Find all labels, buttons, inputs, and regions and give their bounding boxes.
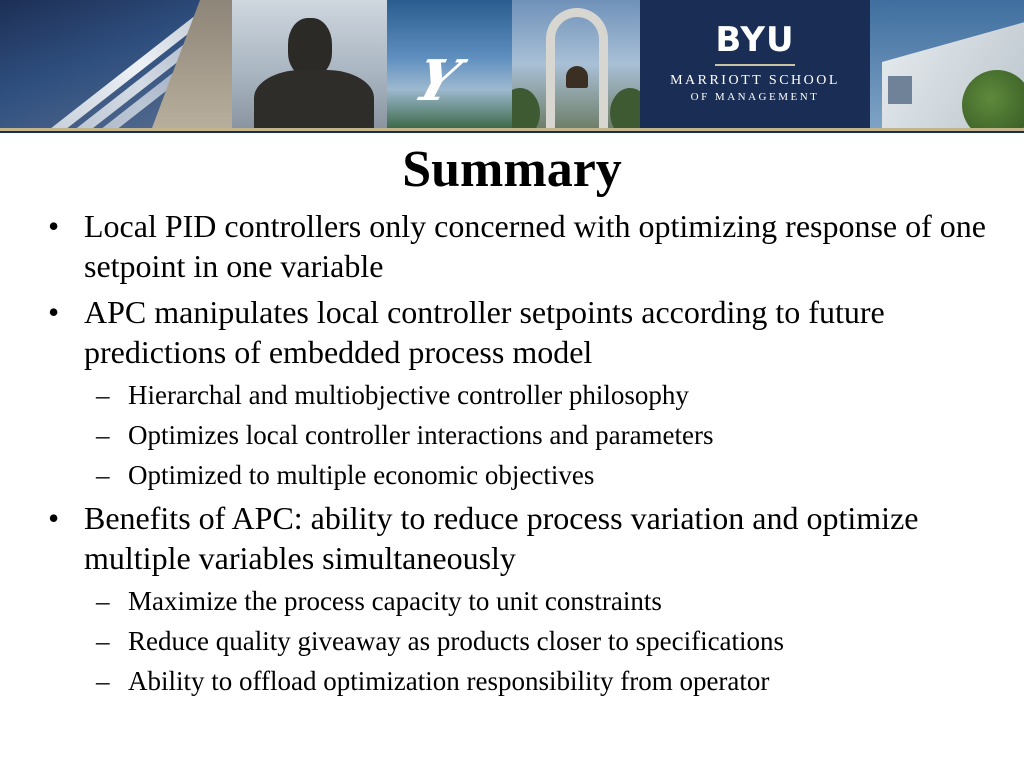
y-mountain-logo: Y (406, 48, 468, 114)
banner-photo-statue (232, 0, 387, 128)
sub-bullet-text: Hierarchal and multiobjective controller philosophy (128, 380, 689, 410)
slide-title: Summary (402, 141, 622, 198)
dash-icon: – (96, 380, 110, 410)
dash-icon: – (96, 626, 110, 656)
sub-bullet-text: Optimized to multiple economic objectives (128, 460, 595, 490)
banner-photo-bell-arch (512, 0, 640, 128)
banner-photo-modern-building (870, 0, 1024, 128)
header-banner (0, 0, 1024, 128)
bullet-item (48, 206, 988, 286)
bullet-list (48, 206, 988, 704)
sub-bullet-item (48, 584, 988, 618)
bullet-item (48, 292, 988, 372)
dash-icon: – (96, 460, 110, 490)
byu-logo-text: BYU (715, 19, 795, 60)
dash-icon: – (96, 586, 110, 616)
school-name-line1: MARRIOTT SCHOOL (670, 72, 840, 88)
logo-divider (715, 64, 795, 66)
sub-bullet-text: Optimizes local controller interactions and parameters (128, 420, 714, 450)
banner-navy-stripe (0, 131, 1024, 133)
school-name-line2: OF MANAGEMENT (690, 90, 820, 103)
sub-bullet-item (48, 624, 988, 658)
sub-bullet-item (48, 418, 988, 452)
sub-bullet-text: Reduce quality giveaway as products closer to specifications (128, 626, 785, 656)
sub-bullet-text: Ability to offload optimization responsibility from operator (128, 666, 770, 696)
sub-bullet-item (48, 664, 988, 698)
bullet-dot-icon: • (48, 208, 60, 244)
bullet-dot-icon: • (48, 500, 60, 536)
sub-bullet-item (48, 378, 988, 412)
dash-icon: – (96, 420, 110, 450)
sub-bullet-text: Maximize the process capacity to unit constraints (128, 586, 662, 616)
byu-marriott-logo (640, 0, 870, 128)
bullet-text: Local PID controllers only concerned with optimizing response of one setpoint in one variable (84, 208, 986, 284)
bullet-item (48, 498, 988, 578)
banner-photo-mountain-y (387, 0, 512, 128)
banner-photo-building-beams (0, 0, 232, 128)
dash-icon: – (96, 666, 110, 696)
bullet-text: Benefits of APC: ability to reduce process variation and optimize multiple variables simultaneously (84, 500, 919, 576)
bell-icon (566, 66, 588, 88)
bullet-dot-icon: • (48, 294, 60, 330)
sub-bullet-item (48, 458, 988, 492)
bullet-text: APC manipulates local controller setpoints according to future predictions of embedded process model (84, 294, 885, 370)
